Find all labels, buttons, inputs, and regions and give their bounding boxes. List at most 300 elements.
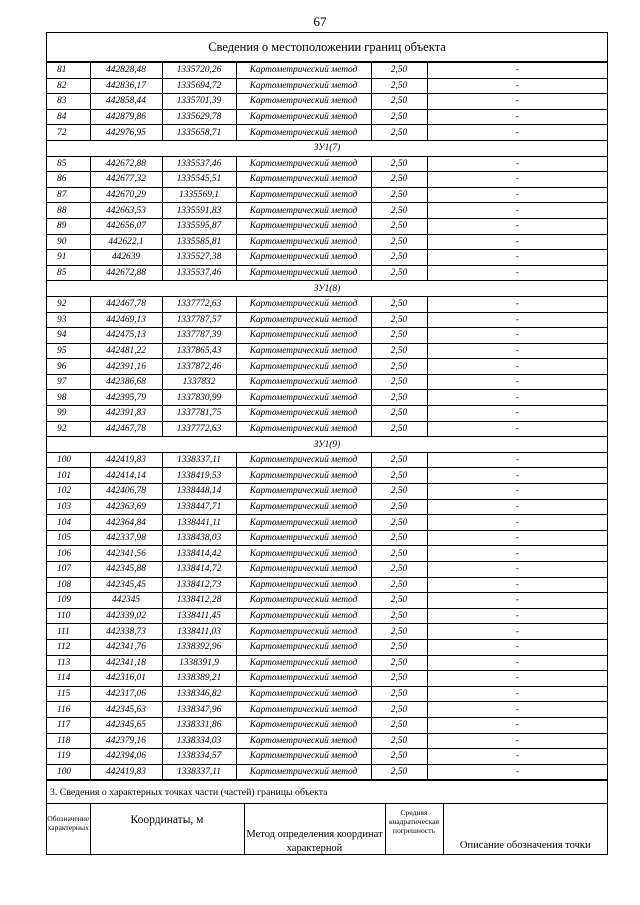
table-row [47, 639, 607, 655]
description-cell: - [427, 577, 607, 593]
description-cell: - [427, 390, 607, 406]
coord-y: 1337781,75 [162, 406, 236, 422]
section-row [47, 140, 607, 156]
coord-x: 442391,16 [90, 359, 162, 375]
coord-y: 1335658,71 [162, 125, 236, 141]
coord-x: 442419,83 [90, 452, 162, 468]
coord-x: 442469,13 [90, 312, 162, 328]
method-cell: Картометрический метод [236, 639, 371, 655]
description-cell: - [427, 562, 607, 578]
coord-y: 1338441,11 [162, 515, 236, 531]
coord-y: 1335629,78 [162, 109, 236, 125]
method-cell: Картометрический метод [236, 218, 371, 234]
section-3-header [47, 804, 607, 855]
point-number: 96 [47, 359, 90, 375]
accuracy-cell: 2,50 [371, 390, 427, 406]
table-row [47, 562, 607, 578]
point-number: 118 [47, 733, 90, 749]
coord-x: 442670,29 [90, 187, 162, 203]
header-description: Описание обозначения точки [459, 840, 591, 852]
point-number: 86 [47, 172, 90, 188]
table-row [47, 593, 607, 609]
point-number: 102 [47, 484, 90, 500]
accuracy-cell: 2,50 [371, 421, 427, 437]
description-cell: - [427, 717, 607, 733]
accuracy-cell: 2,50 [371, 172, 427, 188]
method-cell: Картометрический метод [236, 733, 371, 749]
coord-x: 442341,56 [90, 546, 162, 562]
point-number: 103 [47, 499, 90, 515]
method-cell: Картометрический метод [236, 172, 371, 188]
method-cell: Картометрический метод [236, 390, 371, 406]
coord-x: 442836,17 [90, 78, 162, 94]
point-number: 101 [47, 468, 90, 484]
points-table [47, 62, 607, 780]
point-number: 116 [47, 702, 90, 718]
method-cell: Картометрический метод [236, 78, 371, 94]
accuracy-cell: 2,50 [371, 250, 427, 266]
accuracy-cell: 2,50 [371, 671, 427, 687]
coord-y: 1337865,43 [162, 343, 236, 359]
table-row [47, 94, 607, 110]
point-number: 111 [47, 624, 90, 640]
table-row [47, 187, 607, 203]
description-cell: - [427, 406, 607, 422]
coord-x: 442467,78 [90, 296, 162, 312]
coord-y: 1335545,51 [162, 172, 236, 188]
coord-y: 1338389,21 [162, 671, 236, 687]
point-number: 82 [47, 78, 90, 94]
table-row [47, 733, 607, 749]
table-row [47, 624, 607, 640]
point-number: 109 [47, 593, 90, 609]
coord-x: 442672,88 [90, 156, 162, 172]
point-number: 113 [47, 655, 90, 671]
point-number: 92 [47, 421, 90, 437]
table-row [47, 156, 607, 172]
coord-x: 442406,78 [90, 484, 162, 500]
point-number: 97 [47, 374, 90, 390]
header-point-designation: Обозначение характерных [47, 804, 90, 855]
description-cell: - [427, 359, 607, 375]
point-number: 92 [47, 296, 90, 312]
method-cell: Картометрический метод [236, 63, 371, 79]
description-cell: - [427, 172, 607, 188]
description-cell: - [427, 63, 607, 79]
description-cell: - [427, 608, 607, 624]
point-number: 108 [47, 577, 90, 593]
point-number: 107 [47, 562, 90, 578]
point-number: 110 [47, 608, 90, 624]
coord-y: 1338419,53 [162, 468, 236, 484]
table-row [47, 203, 607, 219]
coord-x: 442345,88 [90, 562, 162, 578]
accuracy-cell: 2,50 [371, 624, 427, 640]
table-row [47, 390, 607, 406]
coord-y: 1337787,57 [162, 312, 236, 328]
coord-y: 1338447,71 [162, 499, 236, 515]
coord-x: 442639 [90, 250, 162, 266]
method-cell: Картометрический метод [236, 187, 371, 203]
point-number: 90 [47, 234, 90, 250]
description-cell: - [427, 686, 607, 702]
table-row [47, 655, 607, 671]
point-number: 87 [47, 187, 90, 203]
point-number: 91 [47, 250, 90, 266]
accuracy-cell: 2,50 [371, 374, 427, 390]
coord-x: 442677,32 [90, 172, 162, 188]
table-row [47, 406, 607, 422]
accuracy-cell: 2,50 [371, 530, 427, 546]
method-cell: Картометрический метод [236, 125, 371, 141]
table-row [47, 749, 607, 765]
coord-x: 442391,83 [90, 406, 162, 422]
coord-y: 1338448,14 [162, 484, 236, 500]
accuracy-cell: 2,50 [371, 94, 427, 110]
method-cell: Картометрический метод [236, 484, 371, 500]
coord-y: 1337787,39 [162, 328, 236, 344]
table-row [47, 296, 607, 312]
description-cell: - [427, 265, 607, 281]
description-cell: - [427, 312, 607, 328]
accuracy-cell: 2,50 [371, 499, 427, 515]
method-cell: Картометрический метод [236, 156, 371, 172]
method-cell: Картометрический метод [236, 624, 371, 640]
section-label: ЗУ1(8) [47, 281, 607, 297]
coord-y: 1337772,63 [162, 421, 236, 437]
coord-y: 1338346,82 [162, 686, 236, 702]
accuracy-cell: 2,50 [371, 125, 427, 141]
coord-x: 442337,98 [90, 530, 162, 546]
section-label: ЗУ1(7) [47, 140, 607, 156]
description-cell: - [427, 671, 607, 687]
table-row [47, 546, 607, 562]
method-cell: Картометрический метод [236, 671, 371, 687]
description-cell: - [427, 452, 607, 468]
coord-x: 442414,14 [90, 468, 162, 484]
description-cell: - [427, 250, 607, 266]
frame-title: Сведения о местоположении границ объекта [47, 33, 607, 62]
accuracy-cell: 2,50 [371, 733, 427, 749]
table-row [47, 374, 607, 390]
coord-x: 442879,86 [90, 109, 162, 125]
coord-x: 442828,48 [90, 63, 162, 79]
method-cell: Картометрический метод [236, 328, 371, 344]
accuracy-cell: 2,50 [371, 343, 427, 359]
table-row [47, 764, 607, 780]
method-cell: Картометрический метод [236, 359, 371, 375]
point-number: 95 [47, 343, 90, 359]
accuracy-cell: 2,50 [371, 468, 427, 484]
description-cell: - [427, 374, 607, 390]
table-row [47, 125, 607, 141]
point-number: 106 [47, 546, 90, 562]
point-number: 94 [47, 328, 90, 344]
accuracy-cell: 2,50 [371, 78, 427, 94]
table-row [47, 452, 607, 468]
method-cell: Картометрический метод [236, 234, 371, 250]
description-cell: - [427, 764, 607, 780]
coord-x: 442364,84 [90, 515, 162, 531]
method-cell: Картометрический метод [236, 686, 371, 702]
description-cell: - [427, 484, 607, 500]
coord-x: 442379,16 [90, 733, 162, 749]
coord-x: 442475,13 [90, 328, 162, 344]
method-cell: Картометрический метод [236, 749, 371, 765]
coord-y: 1338414,42 [162, 546, 236, 562]
coord-y: 1338411,03 [162, 624, 236, 640]
point-number: 112 [47, 639, 90, 655]
point-number: 83 [47, 94, 90, 110]
description-cell: - [427, 468, 607, 484]
coord-y: 1338411,45 [162, 608, 236, 624]
table-row [47, 359, 607, 375]
description-cell: - [427, 203, 607, 219]
point-number: 72 [47, 125, 90, 141]
description-cell: - [427, 328, 607, 344]
point-number: 115 [47, 686, 90, 702]
method-cell: Картометрический метод [236, 421, 371, 437]
table-row [47, 468, 607, 484]
coord-y: 1335537,46 [162, 265, 236, 281]
accuracy-cell: 2,50 [371, 686, 427, 702]
point-number: 114 [47, 671, 90, 687]
description-cell: - [427, 624, 607, 640]
table-row [47, 218, 607, 234]
method-cell: Картометрический метод [236, 562, 371, 578]
coord-y: 1338391,9 [162, 655, 236, 671]
coord-y: 1335537,46 [162, 156, 236, 172]
description-cell: - [427, 733, 607, 749]
coord-x: 442341,18 [90, 655, 162, 671]
method-cell: Картометрический метод [236, 577, 371, 593]
method-cell: Картометрический метод [236, 530, 371, 546]
coord-x: 442345 [90, 593, 162, 609]
coord-y: 1337772,63 [162, 296, 236, 312]
coord-x: 442394,06 [90, 749, 162, 765]
document-frame [46, 32, 608, 855]
method-cell: Картометрический метод [236, 468, 371, 484]
coord-y: 1335527,38 [162, 250, 236, 266]
coord-x: 442345,63 [90, 702, 162, 718]
table-row [47, 686, 607, 702]
table-row [47, 312, 607, 328]
method-cell: Картометрический метод [236, 406, 371, 422]
method-cell: Картометрический метод [236, 109, 371, 125]
table-row [47, 702, 607, 718]
coord-x: 442622,1 [90, 234, 162, 250]
coord-x: 442341,76 [90, 639, 162, 655]
method-cell: Картометрический метод [236, 546, 371, 562]
table-row [47, 421, 607, 437]
table-row [47, 328, 607, 344]
coord-y: 1338337,11 [162, 764, 236, 780]
accuracy-cell: 2,50 [371, 296, 427, 312]
coord-x: 442338,73 [90, 624, 162, 640]
description-cell: - [427, 421, 607, 437]
point-number: 104 [47, 515, 90, 531]
method-cell: Картометрический метод [236, 655, 371, 671]
method-cell: Картометрический метод [236, 717, 371, 733]
method-cell: Картометрический метод [236, 764, 371, 780]
accuracy-cell: 2,50 [371, 312, 427, 328]
coord-y: 1337872,46 [162, 359, 236, 375]
table-row [47, 717, 607, 733]
coord-y: 1338412,73 [162, 577, 236, 593]
coord-y: 1337832 [162, 374, 236, 390]
description-cell: - [427, 94, 607, 110]
point-number: 98 [47, 390, 90, 406]
section-row [47, 437, 607, 453]
method-cell: Картометрический метод [236, 343, 371, 359]
coord-x: 442345,65 [90, 717, 162, 733]
method-cell: Картометрический метод [236, 296, 371, 312]
coord-x: 442363,69 [90, 499, 162, 515]
description-cell: - [427, 109, 607, 125]
coord-y: 1335694,72 [162, 78, 236, 94]
method-cell: Картометрический метод [236, 250, 371, 266]
table-row [47, 265, 607, 281]
description-cell: - [427, 749, 607, 765]
accuracy-cell: 2,50 [371, 702, 427, 718]
coord-y: 1338347,96 [162, 702, 236, 718]
table-row [47, 109, 607, 125]
page-number: 67 [313, 14, 327, 29]
accuracy-cell: 2,50 [371, 655, 427, 671]
accuracy-cell: 2,50 [371, 156, 427, 172]
description-cell: - [427, 296, 607, 312]
coord-x: 442316,01 [90, 671, 162, 687]
point-number: 93 [47, 312, 90, 328]
table-row [47, 63, 607, 79]
accuracy-cell: 2,50 [371, 484, 427, 500]
accuracy-cell: 2,50 [371, 639, 427, 655]
header-coordinates: Координаты, м [90, 804, 244, 855]
coord-y: 1338331,86 [162, 717, 236, 733]
coord-y: 1338412,28 [162, 593, 236, 609]
accuracy-cell: 2,50 [371, 562, 427, 578]
table-row [47, 530, 607, 546]
method-cell: Картометрический метод [236, 265, 371, 281]
description-cell: - [427, 78, 607, 94]
coord-x: 442858,44 [90, 94, 162, 110]
accuracy-cell: 2,50 [371, 406, 427, 422]
coord-x: 442339,02 [90, 608, 162, 624]
coord-x: 442345,45 [90, 577, 162, 593]
point-number: 105 [47, 530, 90, 546]
table-row [47, 172, 607, 188]
description-cell: - [427, 187, 607, 203]
coord-y: 1335595,87 [162, 218, 236, 234]
coord-y: 1338392,96 [162, 639, 236, 655]
accuracy-cell: 2,50 [371, 234, 427, 250]
description-cell: - [427, 702, 607, 718]
coord-y: 1335701,39 [162, 94, 236, 110]
description-cell: - [427, 530, 607, 546]
accuracy-cell: 2,50 [371, 203, 427, 219]
accuracy-cell: 2,50 [371, 515, 427, 531]
coord-y: 1338337,11 [162, 452, 236, 468]
method-cell: Картометрический метод [236, 203, 371, 219]
table-row [47, 234, 607, 250]
description-cell: - [427, 515, 607, 531]
coord-x: 442467,78 [90, 421, 162, 437]
section-3-title: 3. Сведения о характерных точках части (частей) границы объекта [47, 780, 607, 804]
coord-x: 442672,88 [90, 265, 162, 281]
coord-x: 442386,68 [90, 374, 162, 390]
description-cell: - [427, 546, 607, 562]
point-number: 85 [47, 156, 90, 172]
coord-y: 1337830,99 [162, 390, 236, 406]
accuracy-cell: 2,50 [371, 717, 427, 733]
coord-x: 442663,53 [90, 203, 162, 219]
method-cell: Картометрический метод [236, 593, 371, 609]
coord-x: 442656,07 [90, 218, 162, 234]
description-cell: - [427, 655, 607, 671]
description-cell: - [427, 593, 607, 609]
method-cell: Картометрический метод [236, 374, 371, 390]
table-row [47, 608, 607, 624]
point-number: 117 [47, 717, 90, 733]
accuracy-cell: 2,50 [371, 452, 427, 468]
accuracy-cell: 2,50 [371, 577, 427, 593]
accuracy-cell: 2,50 [371, 218, 427, 234]
method-cell: Картометрический метод [236, 515, 371, 531]
point-number: 89 [47, 218, 90, 234]
description-cell: - [427, 343, 607, 359]
table-row [47, 671, 607, 687]
header-accuracy: Средняя квадратическая погрешность [385, 804, 443, 855]
accuracy-cell: 2,50 [371, 749, 427, 765]
description-cell: - [427, 218, 607, 234]
coord-x: 442481,22 [90, 343, 162, 359]
point-number: 85 [47, 265, 90, 281]
coord-y: 1338334,03 [162, 733, 236, 749]
accuracy-cell: 2,50 [371, 608, 427, 624]
section-label: ЗУ1(9) [47, 437, 607, 453]
accuracy-cell: 2,50 [371, 328, 427, 344]
point-number: 100 [47, 452, 90, 468]
coord-x: 442976,95 [90, 125, 162, 141]
table-row [47, 78, 607, 94]
coord-y: 1335720,26 [162, 63, 236, 79]
point-number: 81 [47, 63, 90, 79]
accuracy-cell: 2,50 [371, 546, 427, 562]
coord-y: 1335569,1 [162, 187, 236, 203]
method-cell: Картометрический метод [236, 608, 371, 624]
table-row [47, 499, 607, 515]
accuracy-cell: 2,50 [371, 63, 427, 79]
accuracy-cell: 2,50 [371, 187, 427, 203]
coord-x: 442317,06 [90, 686, 162, 702]
description-cell: - [427, 499, 607, 515]
point-number: 119 [47, 749, 90, 765]
table-row [47, 577, 607, 593]
method-cell: Картометрический метод [236, 499, 371, 515]
point-number: 99 [47, 406, 90, 422]
accuracy-cell: 2,50 [371, 109, 427, 125]
accuracy-cell: 2,50 [371, 593, 427, 609]
coord-y: 1338334,57 [162, 749, 236, 765]
method-cell: Картометрический метод [236, 702, 371, 718]
method-cell: Картометрический метод [236, 94, 371, 110]
point-number: 100 [47, 764, 90, 780]
table-row [47, 250, 607, 266]
coord-y: 1335585,81 [162, 234, 236, 250]
coord-y: 1335591,83 [162, 203, 236, 219]
point-number: 84 [47, 109, 90, 125]
description-cell: - [427, 234, 607, 250]
